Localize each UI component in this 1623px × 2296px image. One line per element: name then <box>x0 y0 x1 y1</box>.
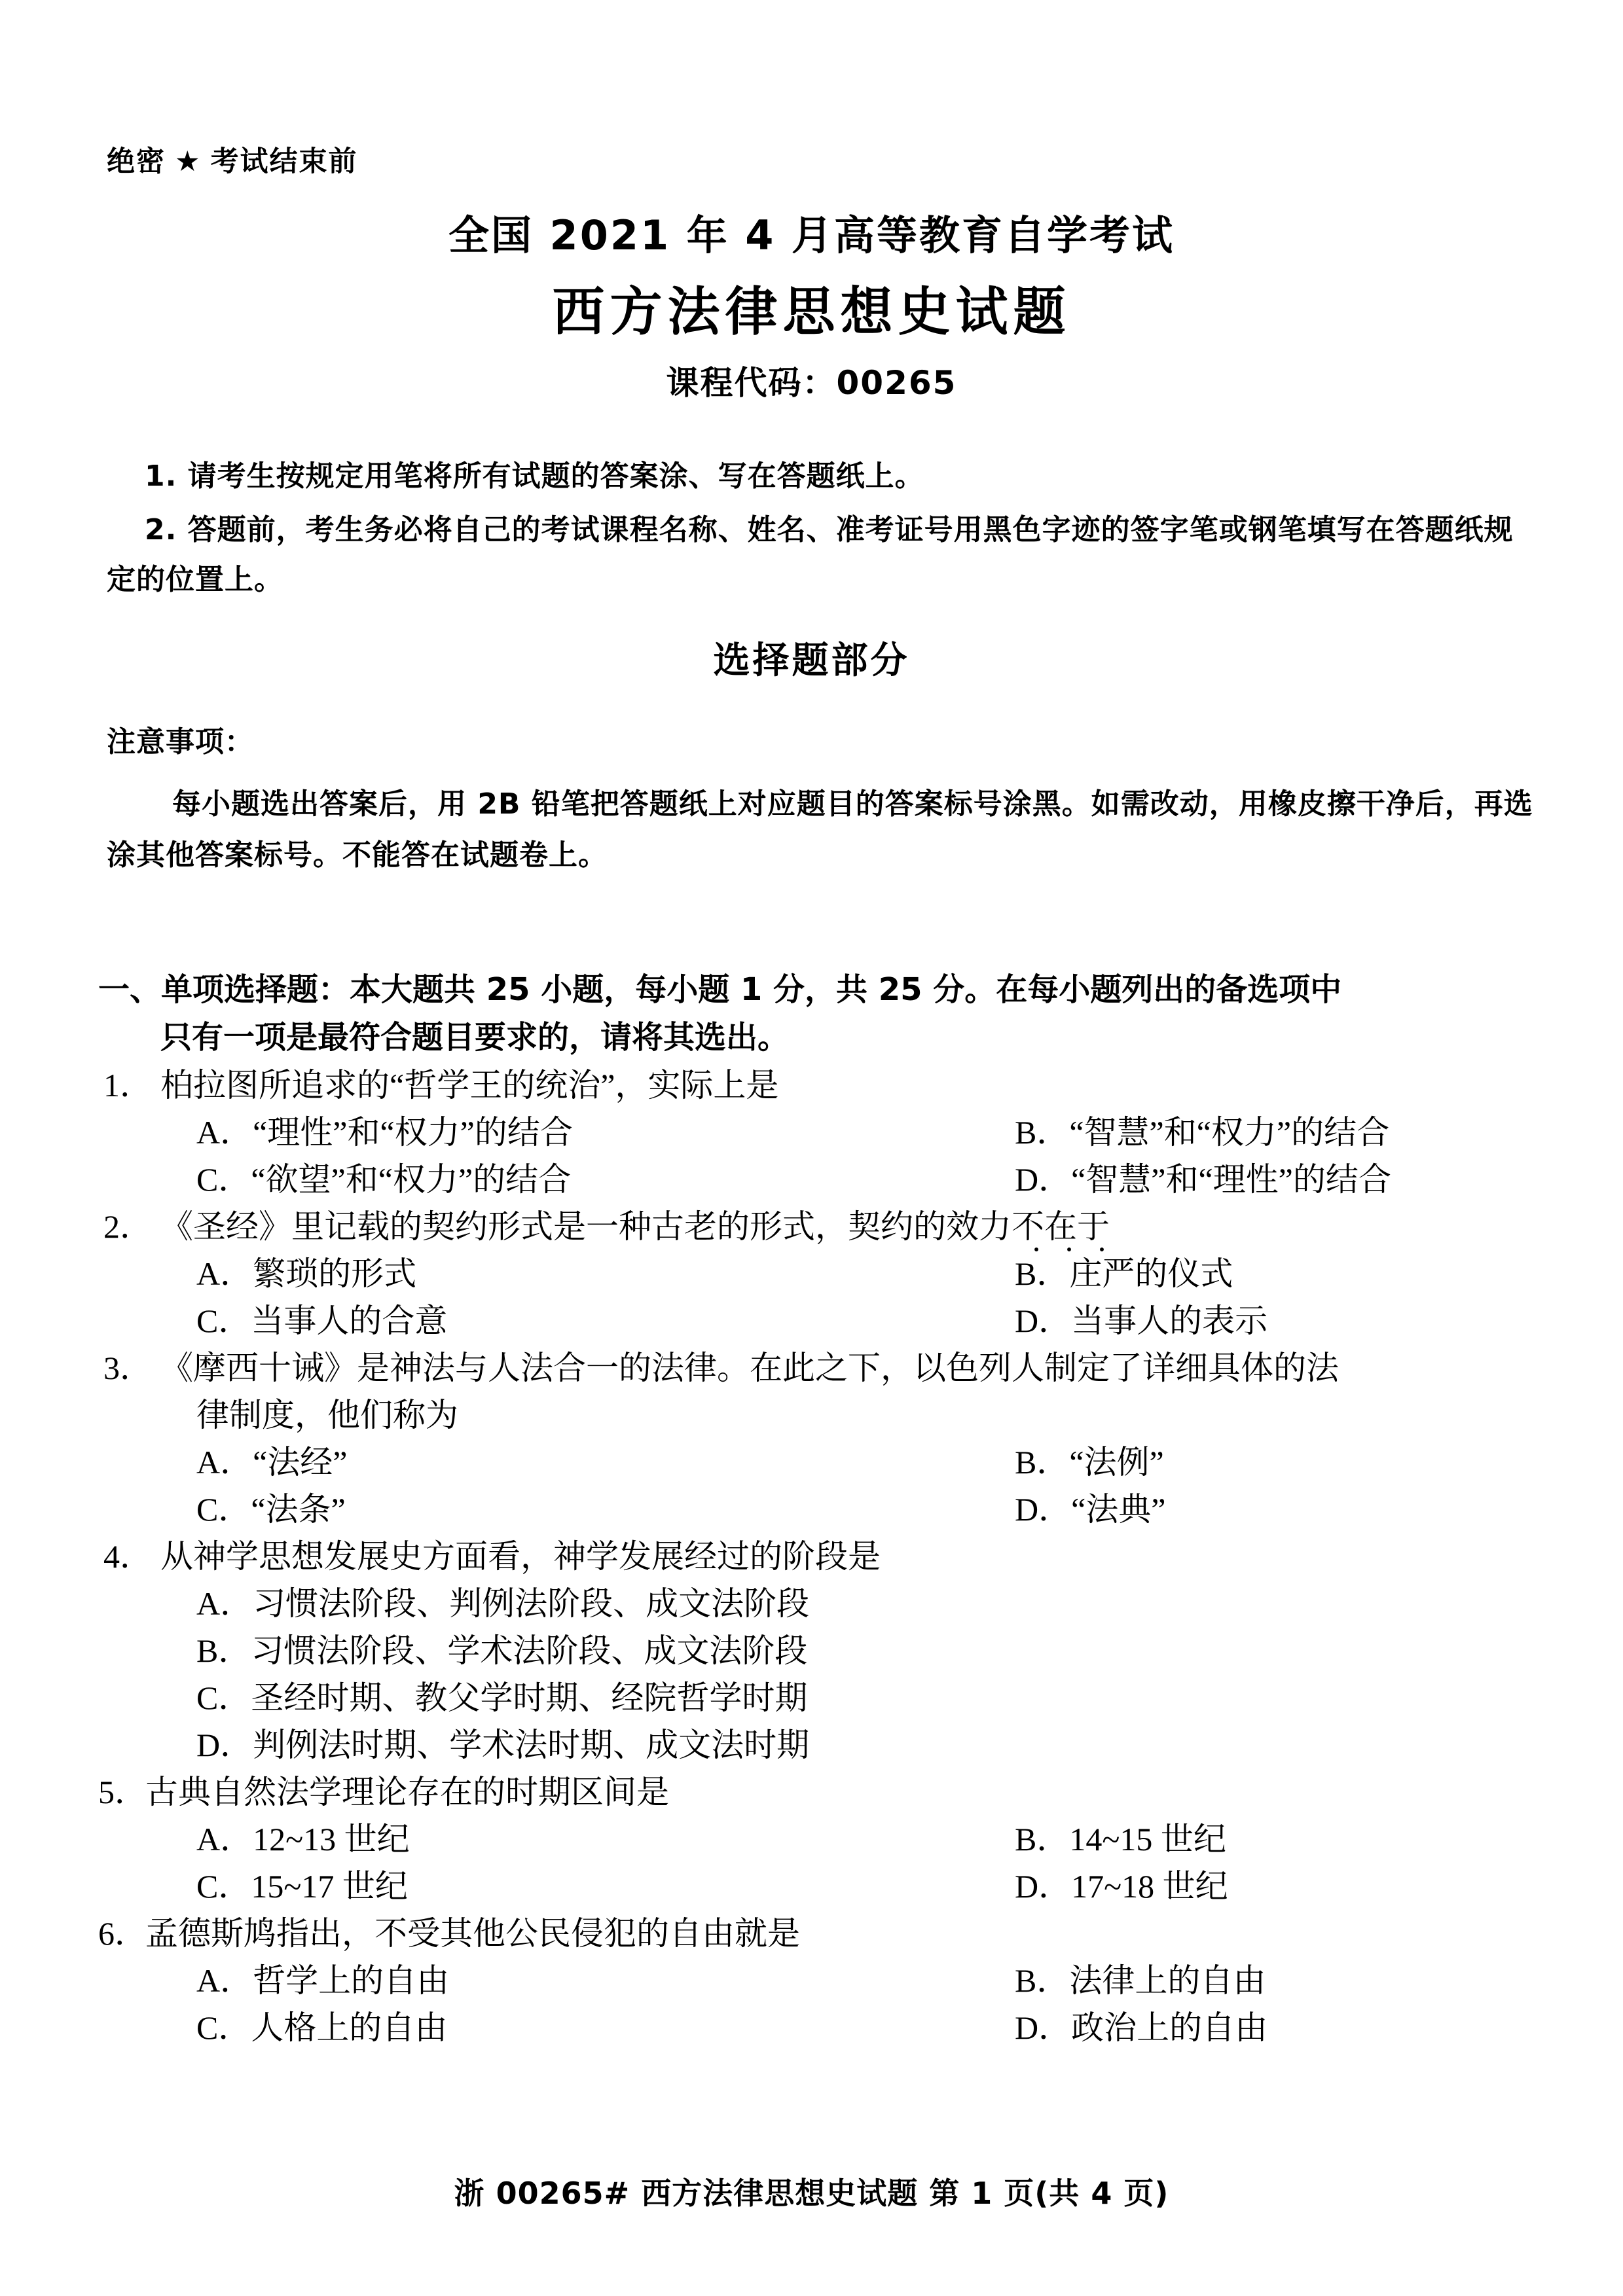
option-letter: B． <box>196 1632 251 1669</box>
option-letter: C． <box>196 1679 251 1716</box>
question-text: 《圣经》里记载的契约形式是一种古老的形式，契约的效力 <box>160 1208 1012 1245</box>
option-letter: A． <box>196 1585 253 1622</box>
option-row <box>196 1580 1565 1627</box>
option-text: “欲望”和“权力”的结合 <box>251 1161 572 1198</box>
option-letter: B． <box>1015 1255 1070 1292</box>
page-footer: 浙 00265# 西方法律思想史试题 第 1 页(共 4 页) <box>454 2176 1169 2211</box>
option-letter: B． <box>1015 1444 1070 1480</box>
question-number: 6． <box>98 1915 147 1952</box>
general-instructions <box>107 452 1527 609</box>
question-item <box>98 1344 1565 1533</box>
option-letter: A． <box>196 1255 253 1292</box>
option-text: 政治上的自由 <box>1071 2009 1268 2046</box>
part-one-heading <box>98 966 1558 1062</box>
option-a[interactable] <box>196 1439 348 1486</box>
option-d[interactable] <box>1015 1297 1267 1344</box>
option-letter: B． <box>1015 1114 1070 1151</box>
question-item <box>98 1062 1565 1203</box>
question-number: 3． <box>103 1350 153 1386</box>
notes-body: 每小题选出答案后，用 2B 铅笔把答题纸上对应题目的答案标号涂黑。如需改动，用橡皮擦干净后，再选涂其他答案标号。不能答在试题卷上。 <box>107 787 1533 872</box>
option-d[interactable] <box>1015 2004 1267 2051</box>
question-stem <box>98 1062 1565 1109</box>
option-c[interactable] <box>196 1863 408 1910</box>
question-stem <box>98 1344 1565 1391</box>
option-row <box>196 1627 1565 1674</box>
option-letter: A． <box>196 1962 253 1999</box>
question-item <box>98 1768 1565 1910</box>
option-a[interactable] <box>196 1109 573 1156</box>
question-text: 从神学思想发展史方面看，神学发展经过的阶段是 <box>160 1538 881 1575</box>
option-letter: C． <box>196 1302 251 1339</box>
question-item <box>98 1533 1565 1768</box>
option-b[interactable] <box>196 1627 1565 1674</box>
question-stem <box>98 1910 1565 1957</box>
option-letter: D． <box>1015 1161 1072 1198</box>
option-letter: C． <box>196 1491 251 1528</box>
option-letter: D． <box>1015 1491 1072 1528</box>
option-letter: D． <box>1015 1868 1072 1905</box>
option-c[interactable] <box>196 1674 1565 1721</box>
option-b[interactable] <box>1015 1957 1266 2004</box>
option-letter: B． <box>1015 1821 1070 1857</box>
option-row <box>196 1250 1565 1297</box>
question-item <box>98 1910 1565 2051</box>
option-letter: C． <box>196 2009 251 2046</box>
option-text: “法经” <box>253 1444 348 1480</box>
option-row <box>196 1439 1565 1486</box>
option-text: 圣经时期、教父学时期、经院哲学时期 <box>251 1679 808 1716</box>
question-number: 2． <box>103 1208 153 1245</box>
option-d[interactable] <box>1015 1156 1391 1203</box>
option-row <box>196 1674 1565 1721</box>
option-text: 12~13 世纪 <box>253 1821 410 1857</box>
option-row <box>196 1109 1565 1156</box>
option-text: “法典” <box>1071 1491 1166 1528</box>
question-stem-continued: 律制度，他们称为 <box>196 1397 458 1433</box>
secrecy-header <box>107 139 358 179</box>
option-text: 哲学上的自由 <box>253 1962 450 1999</box>
question-list <box>98 1062 1565 2051</box>
option-row <box>196 1297 1565 1344</box>
option-letter: A． <box>196 1821 253 1857</box>
question-options <box>98 1580 1565 1768</box>
question-text: 《摩西十诫》是神法与人法合一的法律。在此之下，以色列人制定了详细具体的法 <box>160 1350 1339 1386</box>
option-a[interactable] <box>196 1580 1565 1627</box>
option-b[interactable] <box>1015 1439 1164 1486</box>
option-text: “法条” <box>251 1491 346 1528</box>
exam-title: 全国 2021 年 4 月高等教育自学考试 <box>448 211 1175 259</box>
section-title: 选择题部分 <box>713 639 910 682</box>
option-text: 判例法时期、学术法时期、成文法时期 <box>253 1727 810 1763</box>
question-text: 孟德斯鸠指出，不受其他公民侵犯的自由就是 <box>145 1915 800 1952</box>
option-text: 法律上的自由 <box>1069 1962 1266 1999</box>
option-letter: A． <box>196 1444 253 1480</box>
option-c[interactable] <box>196 2004 447 2051</box>
option-a[interactable] <box>196 1250 416 1297</box>
option-text: 繁琐的形式 <box>253 1255 417 1292</box>
option-b[interactable] <box>1015 1250 1233 1297</box>
option-text: “法例” <box>1069 1444 1164 1480</box>
question-text: 柏拉图所追求的“哲学王的统治”，实际上是 <box>160 1067 779 1103</box>
option-a[interactable] <box>196 1816 410 1863</box>
option-text: “理性”和“权力”的结合 <box>253 1114 573 1151</box>
option-b[interactable] <box>1015 1109 1389 1156</box>
option-row <box>196 1721 1565 1768</box>
option-c[interactable] <box>196 1156 571 1203</box>
option-d[interactable] <box>196 1721 1565 1768</box>
question-emphasis: 不在于 <box>1012 1203 1110 1250</box>
option-row <box>196 1816 1565 1863</box>
option-text: 习惯法阶段、判例法阶段、成文法阶段 <box>253 1585 810 1622</box>
option-text: 15~17 世纪 <box>251 1868 408 1905</box>
option-text: 习惯法阶段、学术法阶段、成文法阶段 <box>251 1632 808 1669</box>
option-text: 当事人的表示 <box>1071 1302 1268 1339</box>
option-d[interactable] <box>1015 1486 1166 1533</box>
secrecy-condition: 考试结束前 <box>210 145 358 178</box>
part-one-heading-line1: 一、单项选择题：本大题共 25 小题，每小题 1 分，共 25 分。在每小题列出的备选项中 <box>98 971 1342 1008</box>
question-options <box>98 1957 1565 2051</box>
instruction-item-2: 2. 答题前，考生务必将自己的考试课程名称、姓名、准考证号用黑色字迹的签字笔或钢笔填写在答题纸规定的位置上。 <box>107 513 1514 596</box>
question-number: 5． <box>98 1774 147 1810</box>
option-text: “智慧”和“权力”的结合 <box>1069 1114 1390 1151</box>
option-letter: D． <box>196 1727 253 1763</box>
secrecy-label: 绝密 <box>107 145 166 178</box>
question-options <box>98 1816 1565 1910</box>
question-number: 1． <box>103 1067 153 1103</box>
option-letter: D． <box>1015 1302 1072 1339</box>
question-stem <box>98 1203 1565 1250</box>
option-c[interactable] <box>196 1297 447 1344</box>
instruction-item-1: 1. 请考生按规定用笔将所有试题的答案涂、写在答题纸上。 <box>145 459 924 493</box>
paper-title: 西方法律思想史试题 <box>552 281 1071 342</box>
option-text: “智慧”和“理性”的结合 <box>1071 1161 1391 1198</box>
option-letter: C． <box>196 1161 251 1198</box>
option-letter: D． <box>1015 2009 1072 2046</box>
option-row <box>196 2004 1565 2051</box>
option-text: 14~15 世纪 <box>1069 1821 1226 1857</box>
option-text: 庄严的仪式 <box>1069 1255 1233 1292</box>
part-one-heading-line2: 只有一项是最符合题目要求的，请将其选出。 <box>160 1019 790 1056</box>
option-letter: B． <box>1015 1962 1070 1999</box>
option-text: 17~18 世纪 <box>1071 1868 1228 1905</box>
option-row <box>196 1957 1565 2004</box>
option-d[interactable] <box>1015 1863 1228 1910</box>
question-item <box>98 1203 1565 1344</box>
option-row <box>196 1486 1565 1533</box>
option-letter: A． <box>196 1114 253 1151</box>
option-row <box>196 1156 1565 1203</box>
question-number: 4． <box>103 1538 153 1575</box>
course-code: 课程代码：00265 <box>666 364 957 402</box>
option-a[interactable] <box>196 1957 449 2004</box>
option-letter: C． <box>196 1868 251 1905</box>
question-options <box>98 1109 1565 1203</box>
question-stem <box>98 1768 1565 1816</box>
option-text: 人格上的自由 <box>251 2009 448 2046</box>
star-icon: ★ <box>175 145 202 178</box>
notes-label: 注意事项： <box>107 725 254 759</box>
question-options <box>98 1439 1565 1533</box>
option-row <box>196 1863 1565 1910</box>
question-options <box>98 1250 1565 1344</box>
option-c[interactable] <box>196 1486 346 1533</box>
option-b[interactable] <box>1015 1816 1226 1863</box>
question-stem <box>98 1533 1565 1580</box>
question-text: 古典自然法学理论存在的时期区间是 <box>145 1774 669 1810</box>
option-text: 当事人的合意 <box>251 1302 448 1339</box>
